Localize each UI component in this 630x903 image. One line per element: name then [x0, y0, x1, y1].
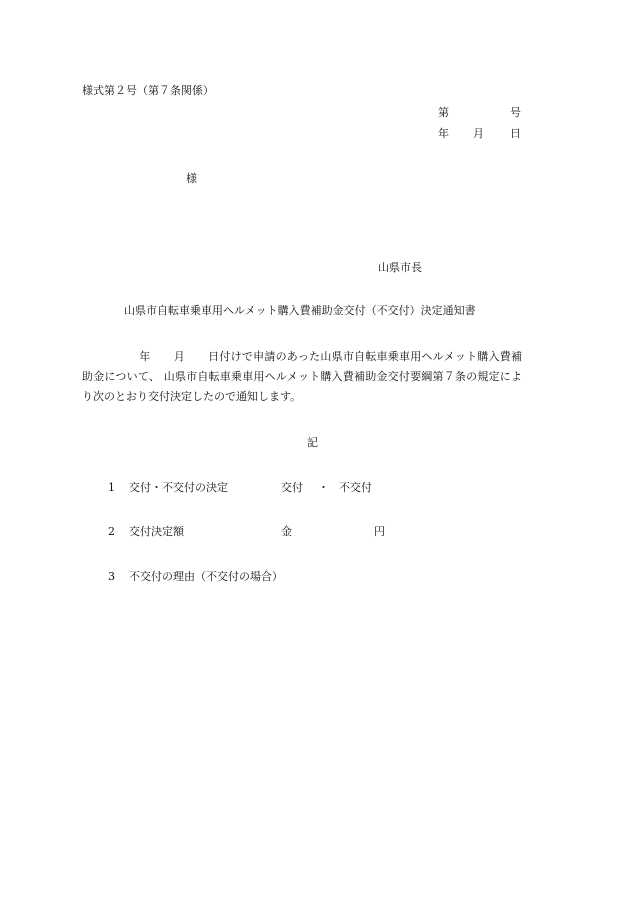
item-3-number: 3: [108, 570, 115, 583]
item-1-number: 1: [108, 481, 115, 494]
number-go: 号: [510, 106, 521, 119]
ki-heading: 記: [307, 436, 318, 449]
item-2-number: 2: [108, 525, 115, 538]
document-title: 山県市自転車乗車用ヘルメット購入費補助金交付（不交付）決定通知書: [124, 304, 476, 317]
body-year: 年: [139, 350, 151, 363]
date-day: 日: [510, 127, 521, 140]
item-2-value-b: 円: [374, 525, 385, 538]
item-1-label: 交付・不交付の決定: [129, 481, 228, 494]
item-2-value-a: 金: [281, 525, 292, 538]
date-month: 月: [473, 127, 484, 140]
issuer-name: 山県市長: [378, 261, 422, 274]
item-3-label: 不交付の理由（不交付の場合）: [129, 570, 283, 583]
body-text: 日付けで申請のあった山県市自転車乗車用ヘルメット購入費補助金について、 山県市自転車乗車用ヘルメット購入費補助金交付要綱第７条の規定により次のとおり交付決定したので通知します。: [82, 350, 523, 403]
item-1-value-b: 不交付: [339, 481, 372, 494]
item-2-label: 交付決定額: [129, 525, 184, 538]
date-year: 年: [438, 127, 449, 140]
number-dai: 第: [438, 106, 449, 119]
item-1-separator: ・: [318, 481, 329, 494]
body-paragraph: [82, 347, 522, 407]
form-number: 様式第２号（第７条関係）: [82, 84, 214, 97]
body-month: 月: [173, 350, 185, 363]
addressee-suffix: 様: [186, 172, 197, 185]
item-1-value-a: 交付: [281, 481, 303, 494]
